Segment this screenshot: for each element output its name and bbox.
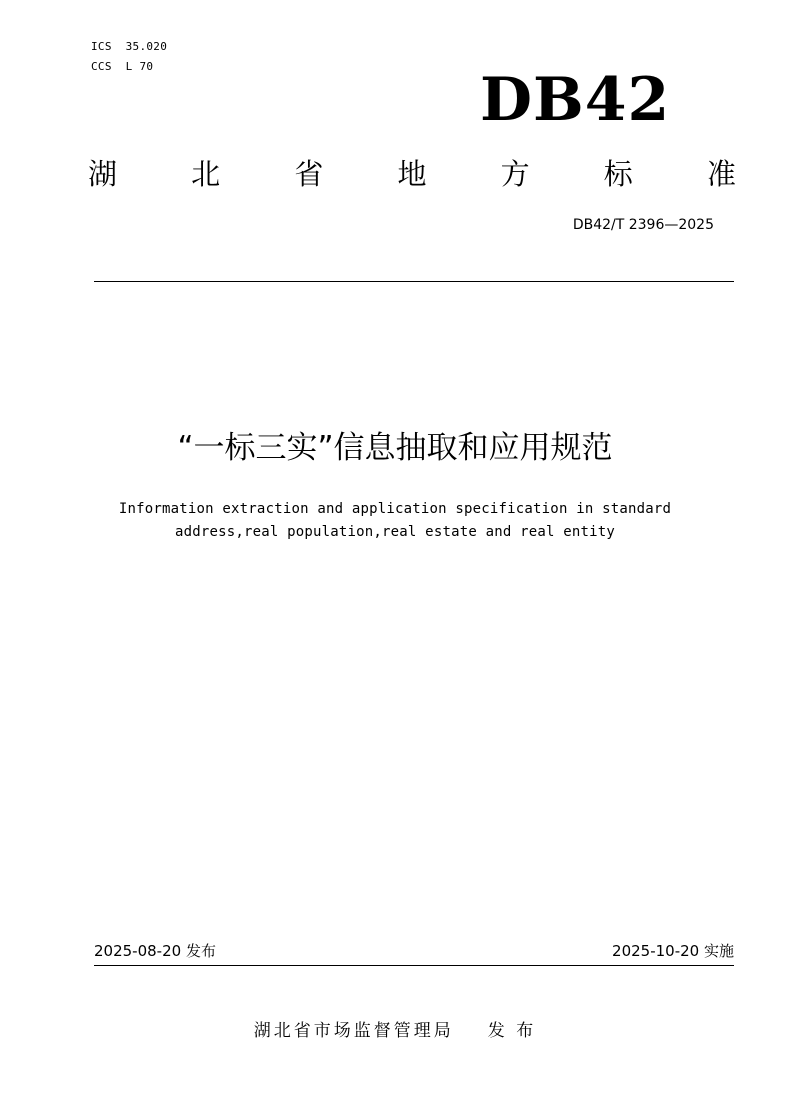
standard-type-char: 地 xyxy=(397,156,427,191)
standard-type-heading xyxy=(88,150,736,194)
ccs-code: CCS L 70 xyxy=(91,60,154,73)
standard-type-char: 北 xyxy=(191,156,221,191)
standard-type-char: 标 xyxy=(603,156,633,191)
implementation-date: 2025-10-20 实施 xyxy=(612,942,734,960)
english-title-line: Information extraction and application specification in standard xyxy=(118,501,672,517)
standard-type-char: 湖 xyxy=(88,156,118,191)
db42-logo: DB42 xyxy=(480,65,671,135)
standard-number: DB42/T 2396—2025 xyxy=(572,217,714,233)
document-title-english xyxy=(60,498,730,544)
footer-divider xyxy=(94,965,734,966)
standard-type-char: 方 xyxy=(500,156,530,191)
header-divider xyxy=(94,281,734,282)
issuer-name: 湖北省市场监督管理局 xyxy=(253,1021,454,1041)
document-title: “一标三实”信息抽取和应用规范 xyxy=(177,430,613,466)
english-title-line: address,real population,real estate and real entity xyxy=(174,524,616,540)
issue-action: 发 布 xyxy=(487,1021,537,1041)
ics-code: ICS 35.020 xyxy=(91,40,168,53)
standard-type-char: 省 xyxy=(294,156,324,191)
issue-date: 2025-08-20 发布 xyxy=(94,942,216,960)
standard-type-char: 准 xyxy=(706,156,736,191)
issuer-line xyxy=(0,1019,790,1043)
